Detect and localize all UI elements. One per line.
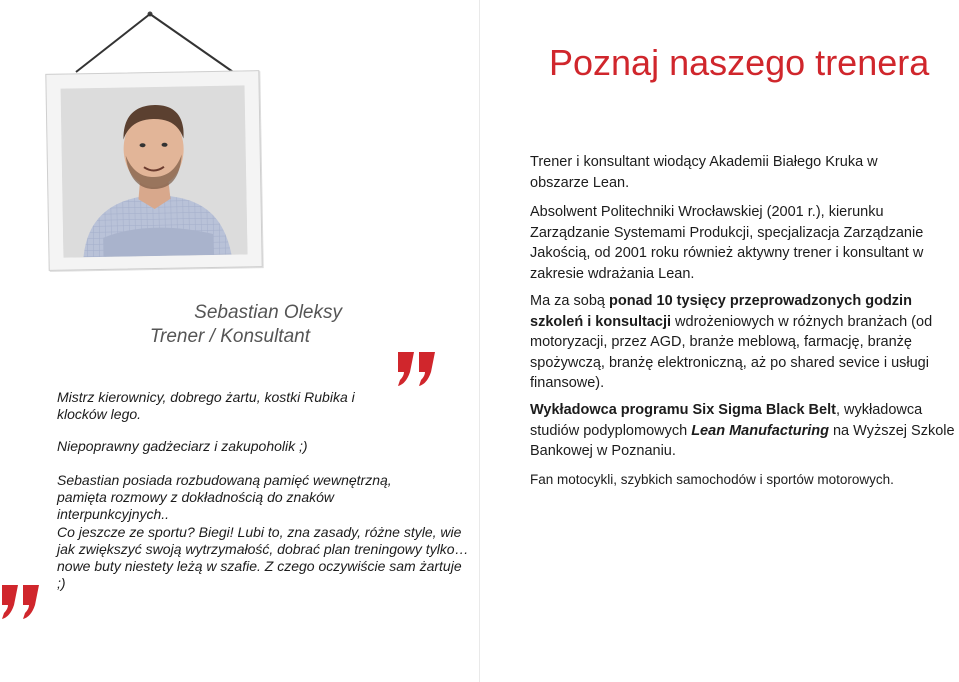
bio-lecturer-program: Lean Manufacturing: [691, 422, 829, 439]
bio-experience: [530, 291, 955, 394]
quote-mark-icon: [396, 350, 438, 388]
column-divider: [479, 0, 480, 682]
hanging-photo: [0, 0, 479, 300]
trainer-name: Sebastian Oleksy: [194, 302, 342, 323]
bio-lecturer: [530, 400, 955, 462]
trainer-memory: Sebastian posiada rozbudowaną pamięć wewnętrzną, pamięta rozmowy z dokładnością do znaków interpunkcyjnych..: [57, 472, 392, 522]
trainer-gadgets: Niepoprawny gadżeciarz i zakupoholik ;): [57, 438, 308, 454]
bio-education: Absolwent Politechniki Wrocławskiej (2001 r.), kierunku Zarządzanie Systemami Produkcji, specjalizacja Zarządzanie Jakością, od 2001 roku również aktywny trener i konsultant w zakresie wdrażania Lean.: [530, 204, 924, 282]
quote-mark-icon: [0, 583, 42, 621]
bio-fan: Fan motocykli, szybkich samochodów i sportów motorowych.: [530, 472, 894, 487]
bio-lecturer-highlight: Wykładowca programu Six Sigma Black Belt: [530, 402, 836, 418]
bio-role: Trener i konsultant wiodący Akademii Białego Kruka w obszarze Lean.: [530, 154, 878, 191]
trainer-photo: [61, 85, 248, 257]
trainer-hobbies: Mistrz kierownicy, dobrego żartu, kostki Rubika i klocków lego.: [57, 389, 355, 422]
photo-frame: [45, 70, 262, 271]
bio-lecturer-mid: , wykładowca studiów podyplomowych: [530, 402, 923, 439]
bio-experience-highlight: ponad 10 tysięcy przeprowadzonych godzin szkoleń i konsultacji: [530, 293, 912, 330]
trainer-role: Trener / Konsultant: [149, 326, 310, 347]
bio-experience-pre: Ma za sobą: [530, 293, 609, 309]
trainer-portrait-icon: [61, 85, 248, 257]
bio-lecturer-post: na Wyższej Szkole Bankowej w Poznaniu.: [530, 422, 955, 459]
bio-experience-post: wdrożeniowych w różnych branżach (od motoryzacji, przez AGD, branże meblową, farmację, branżę spożywczą, branżę elektroniczną, aż po shared sevice i usługi finansowe).: [530, 313, 933, 391]
page-title: Poznaj naszego trenera: [549, 42, 930, 83]
trainer-sport: Co jeszcze ze sportu? Biegi! Lubi to, zna zasady, różne style, wie jak zwiększyć swoją wytrzymałość, dobrać plan treningowy tylko… nowe buty niestety leżą w szafie. Z czego oczywiście sam żartuje ;): [57, 524, 469, 591]
